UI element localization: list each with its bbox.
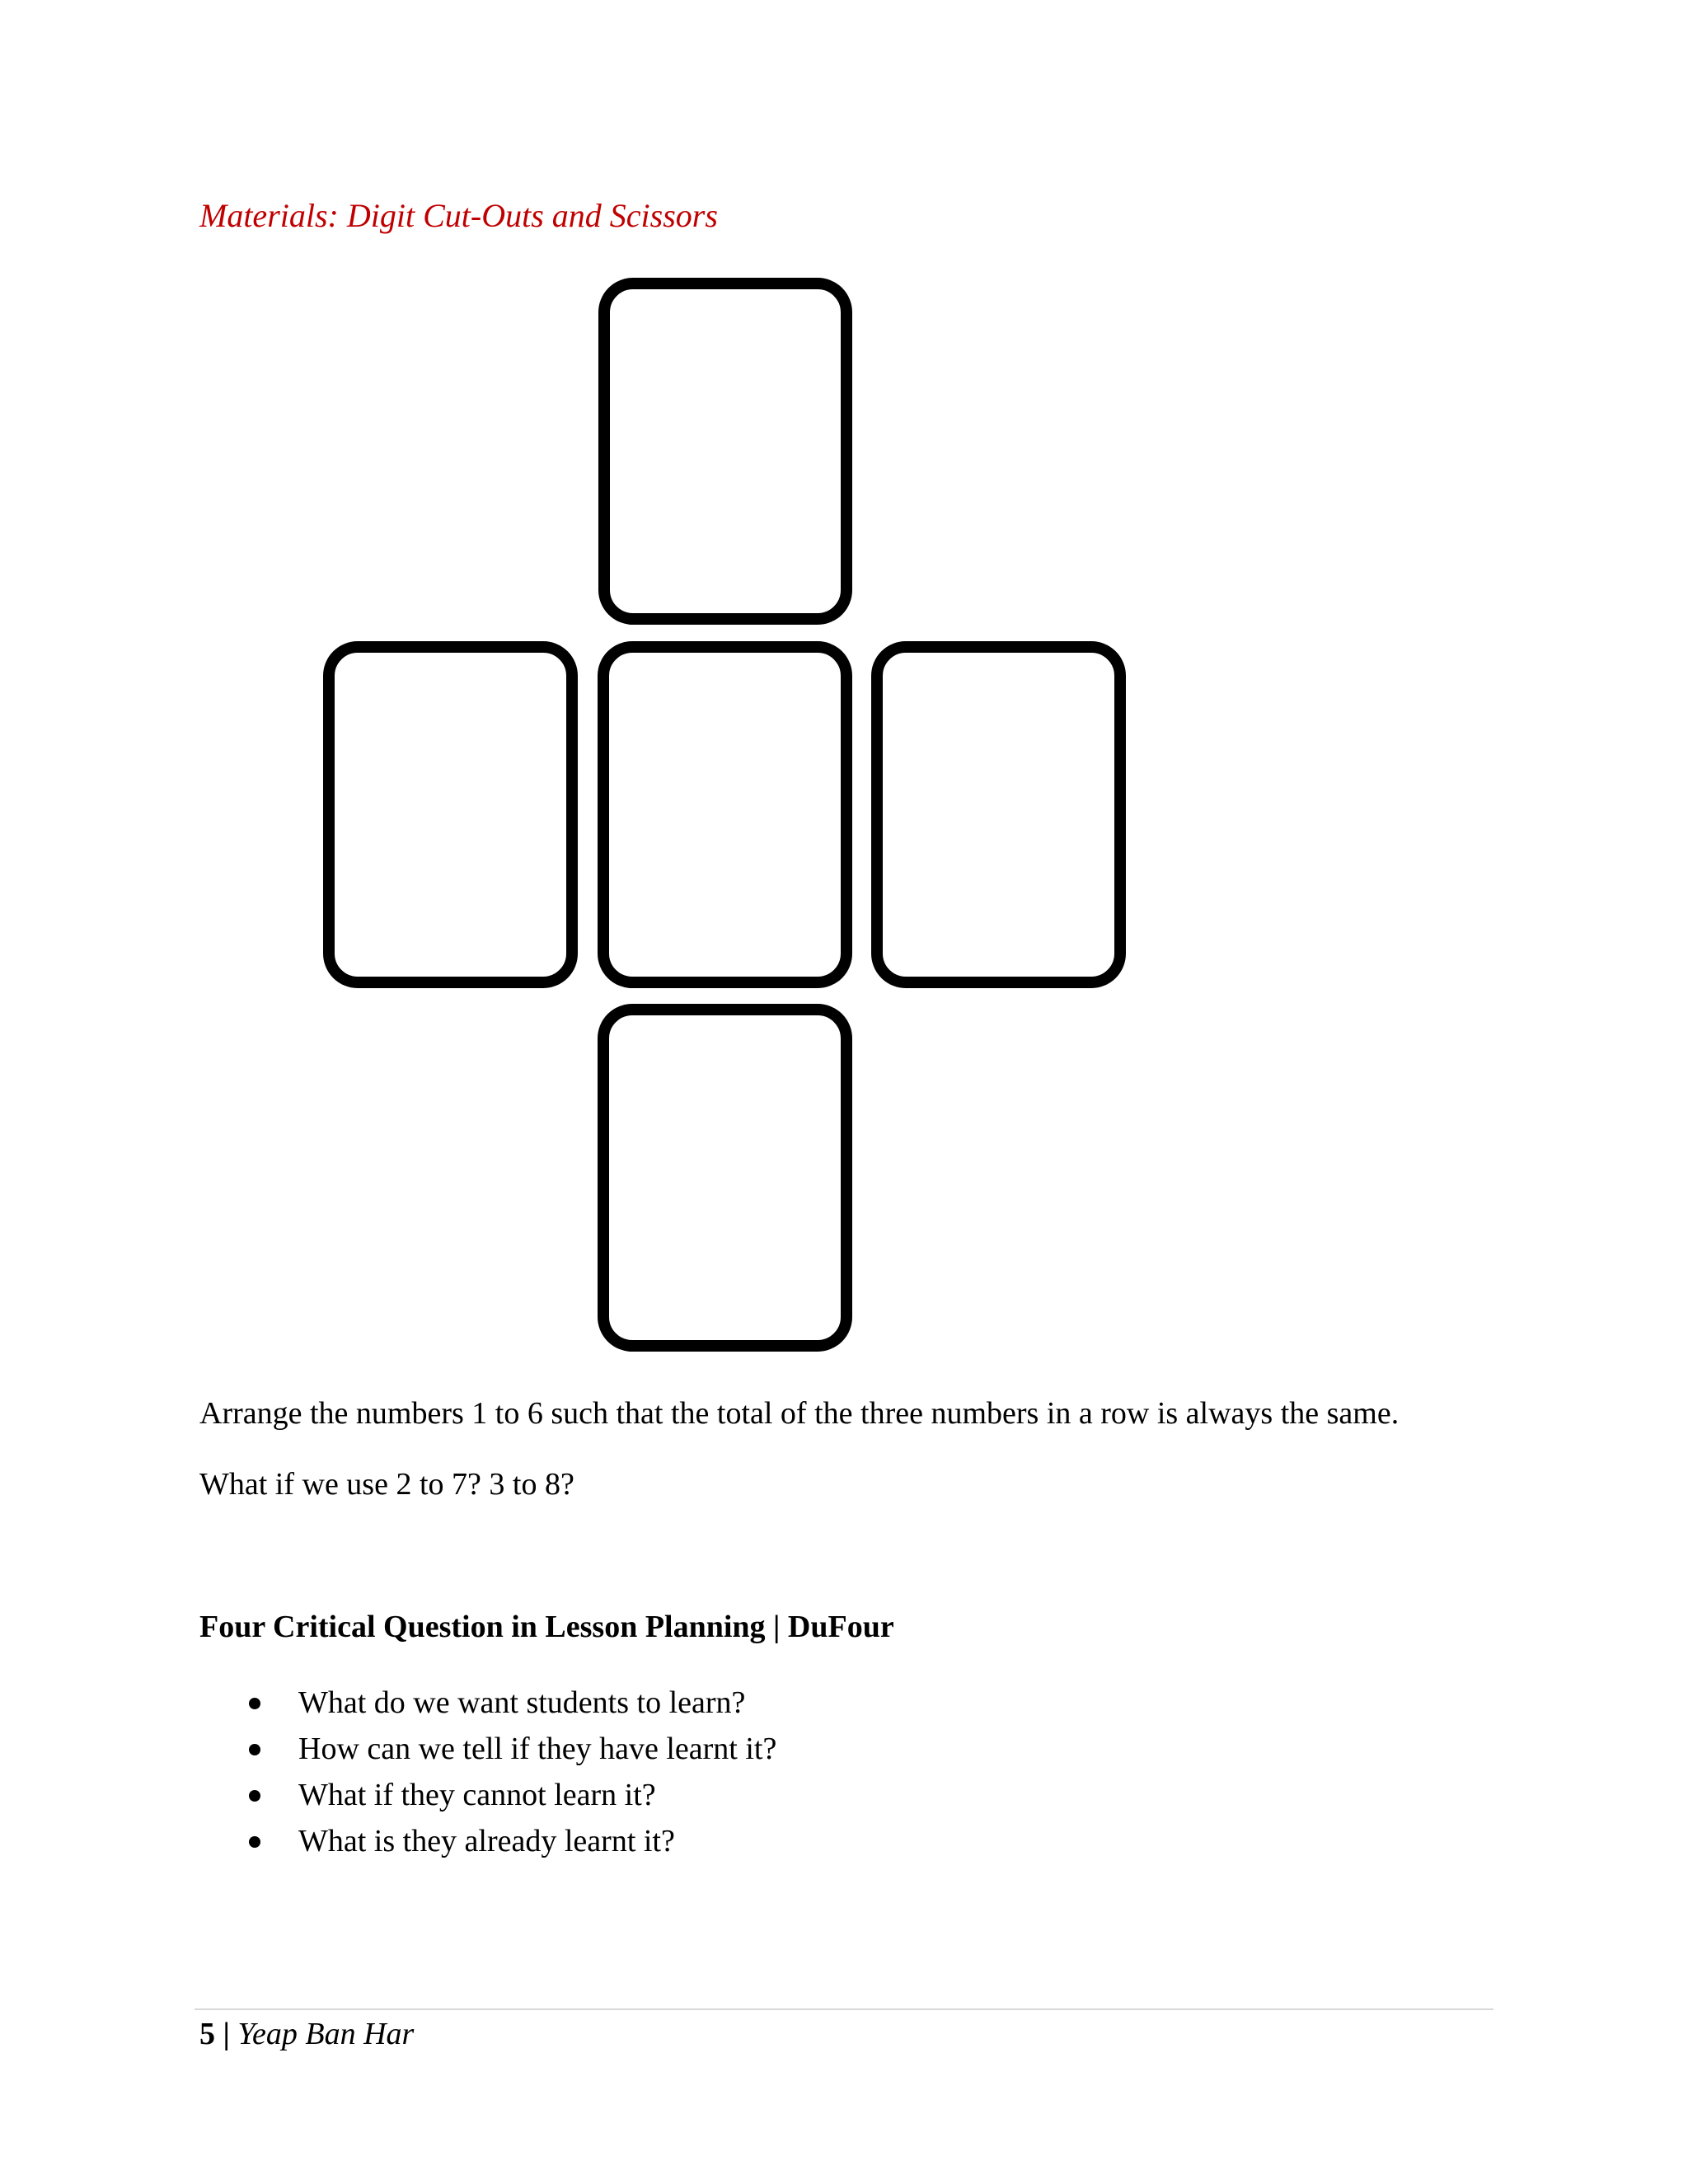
question-text: What is they already learnt it? [298,1824,675,1858]
bullet-icon [249,1698,260,1709]
question-list [199,1680,776,1864]
bullet-icon [249,1836,260,1848]
bullet-icon [249,1790,260,1802]
question-text: What if they cannot learn it? [298,1778,656,1812]
instruction-text: Arrange the numbers 1 to 6 such that the total of the three numbers in a row is always the same. [199,1396,1400,1431]
digit-card-center [598,641,852,988]
bullet-icon [249,1744,260,1755]
section-heading: Four Critical Question in Lesson Planning | DuFour [199,1610,894,1644]
materials-line: Materials: Digit Cut-Outs and Scissors [199,197,718,234]
page-number: 5 [199,2017,215,2051]
footer-divider [195,2008,1493,2010]
list-item [199,1726,776,1772]
digit-card-bottom [598,1004,852,1352]
list-item [199,1680,776,1726]
list-item [199,1818,776,1864]
question-text: What do we want students to learn? [298,1685,746,1720]
digit-card-top [598,278,852,625]
digit-card-left [323,641,578,988]
footer-separator: | [215,2017,238,2051]
list-item [199,1772,776,1818]
footer-author: Yeap Ban Har [237,2017,415,2051]
digit-card-right [871,641,1126,988]
page-footer [199,2016,414,2052]
follow-up-text: What if we use 2 to 7? 3 to 8? [199,1467,574,1502]
question-text: How can we tell if they have learnt it? [298,1732,777,1766]
